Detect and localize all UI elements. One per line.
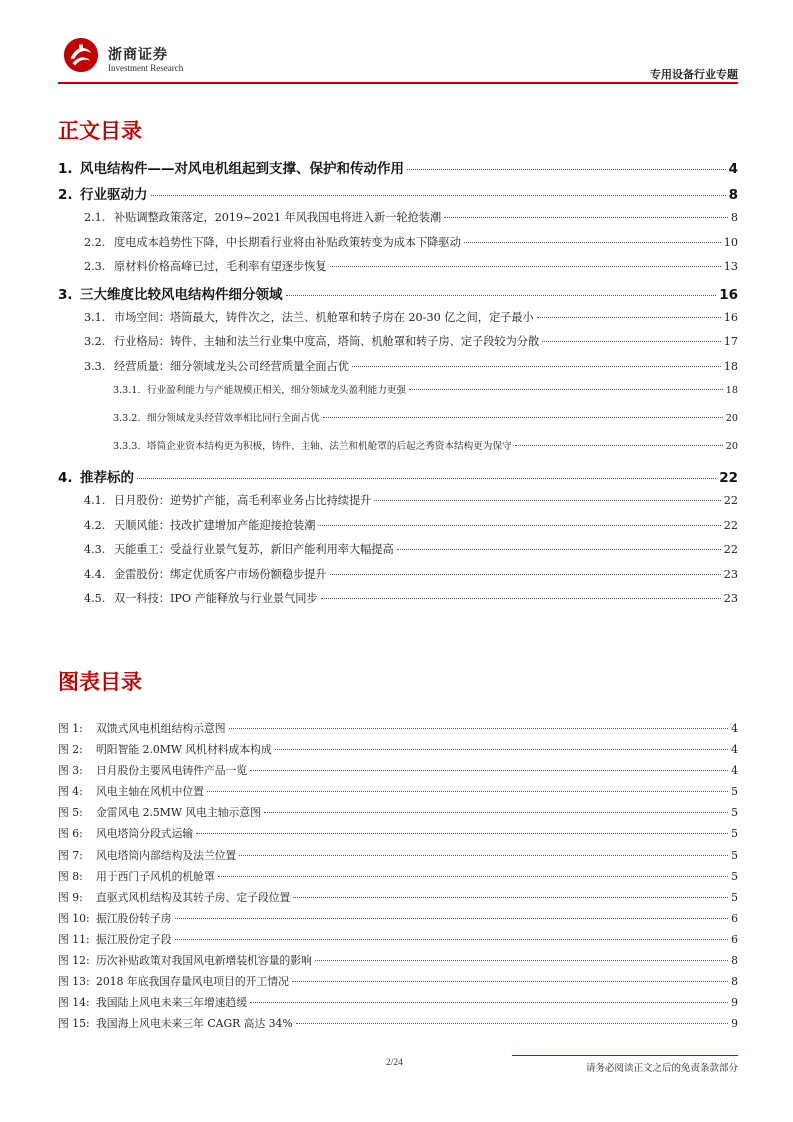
figure-entry-number: 图 4:	[58, 785, 83, 799]
figure-entry[interactable]	[58, 784, 738, 805]
dot-leader	[293, 897, 728, 898]
page-header	[58, 30, 738, 82]
company-tagline: Investment Research	[108, 63, 184, 73]
figure-entry-number: 图 5:	[58, 806, 83, 820]
toc-entry-text: 补贴调整政策落定，2019~2021 年风我国电将进入新一轮抢装潮	[114, 211, 442, 224]
toc-entry-number: 3.	[58, 286, 73, 303]
toc-entry-page: 20	[725, 413, 738, 424]
toc-entry-text: 双一科技：IPO 产能释放与行业景气同步	[114, 592, 318, 605]
toc-entry[interactable]	[58, 157, 738, 183]
figure-entry-text: 明阳智能 2.0MW 风机材料成本构成	[96, 743, 272, 757]
toc-entry-text: 度电成本趋势性下降，中长期看行业将由补贴政策转变为成本下降驱动	[114, 235, 461, 249]
figure-entry[interactable]	[58, 953, 738, 974]
figure-entry-label	[58, 848, 236, 863]
toc-entry-page: 22	[723, 494, 738, 507]
dot-leader	[515, 445, 723, 446]
toc-entry-label	[58, 541, 394, 557]
figure-entry-number: 图 6:	[58, 827, 83, 841]
dot-leader	[397, 549, 721, 550]
toc-entry-label	[58, 358, 349, 374]
dot-leader	[175, 939, 729, 940]
dot-leader	[229, 728, 729, 729]
toc-entry-text: 日月股份：逆势扩产能，高毛利率业务占比持续提升	[114, 494, 372, 507]
toc-entry-page: 8	[728, 187, 738, 203]
figure-entry-number: 图 1:	[58, 722, 83, 735]
figure-entry-label	[58, 995, 247, 1010]
toc-entry-label	[58, 438, 512, 452]
figure-entry[interactable]	[58, 763, 738, 784]
toc-entry-number: 4.4.	[84, 567, 106, 581]
toc-entry-page: 17	[723, 335, 738, 348]
figure-entry-label	[58, 869, 215, 884]
toc-entry-text: 经营质量：细分领域龙头公司经营质量全面占优	[114, 359, 349, 373]
toc-entry-page: 22	[723, 518, 738, 532]
figure-entry-number: 图 7:	[58, 848, 83, 862]
toc-entry-number: 4.2.	[84, 518, 106, 532]
toc-entry-number: 3.3.2.	[113, 413, 141, 424]
figure-entry-text: 风电塔筒分段式运输	[96, 827, 194, 841]
figure-entry[interactable]	[58, 805, 738, 826]
figure-entry-number: 图 8:	[58, 869, 83, 883]
figure-entry-number: 图 9:	[58, 890, 83, 904]
figure-entry-page: 6	[731, 911, 738, 925]
toc-entry-label	[58, 234, 461, 250]
dot-leader	[330, 266, 721, 267]
figure-list	[58, 721, 738, 1037]
toc-entry[interactable]	[58, 209, 738, 234]
figure-entry-number: 图 3:	[58, 764, 83, 778]
dot-leader	[407, 169, 726, 170]
figure-entry[interactable]	[58, 932, 738, 953]
figure-entry-label	[58, 826, 193, 841]
dot-leader	[196, 833, 728, 834]
toc-entry-page: 22	[719, 470, 738, 486]
dot-leader	[444, 217, 728, 218]
figure-entry-label	[58, 784, 204, 799]
figure-entry-label	[58, 763, 247, 778]
toc-entry-label	[58, 590, 318, 606]
toc-entry[interactable]	[58, 438, 738, 466]
toc-entry[interactable]	[58, 517, 738, 542]
figure-entry-page: 5	[731, 827, 738, 841]
figure-entry-label	[58, 1016, 293, 1031]
toc-entry[interactable]	[58, 283, 738, 309]
toc-entry-number: 4.5.	[84, 592, 106, 605]
figure-entry-page: 5	[731, 785, 738, 799]
toc-entry-page: 13	[723, 260, 738, 273]
figure-entry-page: 5	[731, 890, 738, 904]
toc-entry[interactable]	[58, 566, 738, 591]
toc-entry-page: 16	[723, 310, 738, 324]
toc-entry-page: 20	[725, 441, 738, 452]
toc-entry-page: 23	[723, 567, 738, 581]
figure-entry-number: 图 11:	[58, 932, 90, 946]
dot-leader	[537, 317, 721, 318]
figure-entry-text: 双馈式风电机组结构示意图	[96, 722, 226, 735]
figure-entry-text: 2018 年底我国存量风电项目的开工情况	[96, 975, 289, 989]
dot-leader	[318, 525, 720, 526]
figure-entry-text: 日月股份主要风电铸件产品一览	[96, 764, 248, 778]
company-logo-icon	[62, 36, 100, 74]
figure-entry-text: 我国海上风电未来三年 CAGR 高达 34%	[96, 1017, 293, 1031]
toc-entry-number: 2.3.	[84, 260, 106, 273]
toc-entry-text: 推荐标的	[80, 470, 134, 486]
toc-entry-text: 金雷股份：绑定优质客户市场份额稳步提升	[114, 567, 327, 581]
figure-entry-number: 图 10:	[58, 911, 90, 925]
dot-leader	[218, 876, 728, 877]
toc-entry-text: 天顺风能：技改扩建增加产能迎接抢装潮	[114, 518, 316, 532]
report-category: 专用设备行业专题	[650, 68, 738, 81]
dot-leader	[315, 960, 728, 961]
header-divider	[58, 82, 738, 84]
dot-leader	[151, 195, 726, 196]
figure-entry[interactable]	[58, 911, 738, 932]
toc-entry-text: 风电结构件——对风电机组起到支撑、保护和传动作用	[80, 161, 404, 177]
dot-leader	[250, 770, 728, 771]
figure-entry[interactable]	[58, 721, 738, 742]
figure-entry-label	[58, 974, 289, 989]
toc-entry-label	[58, 309, 534, 325]
figure-entry-label	[58, 721, 226, 736]
disclaimer-note: 请务必阅读正文之后的免责条款部分	[585, 1063, 738, 1074]
figure-entry-page: 5	[731, 848, 738, 862]
figure-entry-page: 9	[731, 1017, 738, 1031]
toc-entry-text: 塔筒企业资本结构更为积极，铸件、主轴、法兰和机舱罩的后起之秀资本结构更为保守	[147, 441, 512, 452]
dot-leader	[286, 295, 717, 296]
toc-entry-number: 2.2.	[84, 235, 106, 249]
dot-leader	[250, 1002, 728, 1003]
dot-leader	[137, 478, 716, 479]
toc-entry-label	[58, 382, 406, 396]
dot-leader	[352, 366, 721, 367]
toc-entry[interactable]	[58, 309, 738, 334]
figure-entry-label	[58, 953, 312, 968]
figure-entry-number: 图 2:	[58, 743, 83, 757]
toc-entry-number: 3.3.	[84, 359, 106, 373]
toc-entry-label	[58, 333, 539, 349]
figure-entry-number: 图 13:	[58, 975, 90, 989]
figure-list-title: 图表目录	[58, 670, 142, 694]
dot-leader	[264, 812, 728, 813]
page-number: 2/24	[386, 1058, 403, 1068]
toc-entry-text: 三大维度比较风电结构件细分领域	[80, 286, 283, 303]
toc-entry-label	[58, 466, 134, 486]
figure-entry[interactable]	[58, 890, 738, 911]
figure-entry-label	[58, 805, 261, 820]
figure-entry-label	[58, 890, 290, 905]
figure-entry-number: 图 14:	[58, 996, 90, 1010]
toc-entry[interactable]	[58, 333, 738, 358]
footer-divider	[512, 1055, 738, 1056]
dot-leader	[464, 242, 721, 243]
figure-entry-text: 金雷风电 2.5MW 风电主轴示意图	[96, 806, 261, 820]
figure-entry-label	[58, 911, 172, 926]
figure-entry[interactable]	[58, 995, 738, 1016]
dot-leader	[542, 341, 721, 342]
toc-entry-text: 细分领域龙头经营效率相比同行全面占优	[147, 413, 320, 424]
dot-leader	[296, 1023, 728, 1024]
figure-entry-label	[58, 742, 272, 757]
toc-entry-number: 2.1.	[84, 211, 106, 224]
toc-entry[interactable]	[58, 541, 738, 566]
toc-entry[interactable]	[58, 358, 738, 383]
toc-entry-label	[58, 209, 441, 225]
toc-entry-text: 行业盈利能力与产能规模正相关，细分领域龙头盈利能力更强	[147, 385, 407, 396]
figure-entry-text: 振江股份定子段	[96, 932, 172, 946]
figure-entry[interactable]	[58, 742, 738, 763]
toc-entry-label	[58, 492, 371, 508]
figure-entry-text: 振江股份转子房	[96, 911, 172, 925]
toc-entry-label	[58, 517, 315, 533]
toc-entry-number: 4.	[58, 470, 73, 486]
toc-list	[58, 157, 738, 615]
dot-leader	[330, 574, 721, 575]
toc-entry-number: 3.3.1.	[113, 385, 141, 396]
toc-entry-number: 4.1.	[84, 494, 106, 507]
dot-leader	[321, 598, 721, 599]
figure-entry-text: 历次补贴政策对我国风电新增装机容量的影响	[96, 954, 312, 968]
toc-entry-number: 4.3.	[84, 543, 106, 556]
figure-entry-text: 用于西门子风机的机舱罩	[96, 869, 215, 883]
figure-entry-text: 直驱式风机结构及其转子房、定子段位置	[96, 890, 291, 904]
toc-entry-label	[58, 566, 327, 582]
dot-leader	[207, 791, 728, 792]
toc-entry-number: 3.1.	[84, 310, 106, 324]
dot-leader	[175, 918, 729, 919]
toc-entry-label	[58, 157, 404, 177]
toc-entry-number: 2.	[58, 187, 73, 203]
toc-entry-page: 23	[723, 592, 738, 605]
dot-leader	[323, 417, 723, 418]
toc-entry-page: 18	[723, 359, 738, 373]
figure-entry-page: 4	[731, 722, 738, 735]
toc-entry-text: 行业格局：铸件、主轴和法兰行业集中度高，塔筒、机舱罩和转子房、定子段较为分散	[114, 335, 540, 348]
dot-leader	[292, 981, 728, 982]
figure-entry-number: 图 15:	[58, 1017, 90, 1031]
figure-entry-text: 我国陆上风电未来三年增速趋缓	[96, 996, 248, 1010]
toc-entry-label	[58, 410, 320, 424]
figure-entry-text: 风电塔筒内部结构及法兰位置	[96, 848, 237, 862]
figure-entry[interactable]	[58, 1016, 738, 1037]
figure-entry-page: 6	[731, 932, 738, 946]
dot-leader	[409, 389, 723, 390]
dot-leader	[275, 749, 728, 750]
toc-entry[interactable]	[58, 492, 738, 517]
toc-entry-number: 3.3.3.	[113, 441, 141, 452]
toc-title: 正文目录	[58, 119, 142, 143]
toc-entry-page: 18	[725, 385, 738, 396]
toc-entry-text: 天能重工：受益行业景气复苏，新旧产能利用率大幅提高	[114, 543, 394, 556]
figure-entry-page: 5	[731, 806, 738, 820]
figure-entry-page: 5	[731, 869, 738, 883]
figure-entry-label	[58, 932, 172, 947]
toc-entry[interactable]	[58, 382, 738, 410]
toc-entry-label	[58, 258, 327, 274]
toc-entry[interactable]	[58, 410, 738, 438]
toc-entry-page: 8	[730, 211, 738, 224]
figure-entry-page: 4	[731, 764, 738, 778]
figure-entry-page: 9	[731, 996, 738, 1010]
toc-entry[interactable]	[58, 258, 738, 283]
toc-entry-text: 市场空间：塔筒最大，铸件次之，法兰、机舱罩和转子房在 20-30 亿之间，定子最小	[114, 310, 534, 324]
toc-entry-page: 22	[723, 543, 738, 556]
figure-entry-text: 风电主轴在风机中位置	[96, 785, 204, 799]
toc-entry-page: 4	[728, 161, 738, 177]
figure-entry[interactable]	[58, 869, 738, 890]
figure-entry-page: 4	[731, 743, 738, 757]
toc-entry[interactable]	[58, 466, 738, 492]
toc-entry[interactable]	[58, 234, 738, 259]
toc-entry-page: 16	[719, 286, 738, 303]
toc-entry-number: 3.2.	[84, 335, 106, 348]
company-name: 浙商证券	[108, 47, 168, 63]
figure-entry[interactable]	[58, 974, 738, 995]
figure-entry-page: 8	[731, 954, 738, 968]
toc-entry[interactable]	[58, 590, 738, 615]
toc-entry-label	[58, 283, 283, 303]
toc-entry-number: 1.	[58, 161, 73, 177]
figure-entry[interactable]	[58, 848, 738, 869]
toc-entry[interactable]	[58, 183, 738, 209]
toc-entry-text: 原材料价格高峰已过，毛利率有望逐步恢复	[114, 260, 327, 273]
dot-leader	[239, 855, 728, 856]
figure-entry-page: 8	[731, 975, 738, 989]
toc-entry-label	[58, 183, 148, 203]
toc-entry-page: 10	[723, 235, 738, 249]
figure-entry[interactable]	[58, 826, 738, 847]
figure-entry-number: 图 12:	[58, 954, 90, 968]
dot-leader	[374, 500, 720, 501]
toc-entry-text: 行业驱动力	[80, 187, 148, 203]
